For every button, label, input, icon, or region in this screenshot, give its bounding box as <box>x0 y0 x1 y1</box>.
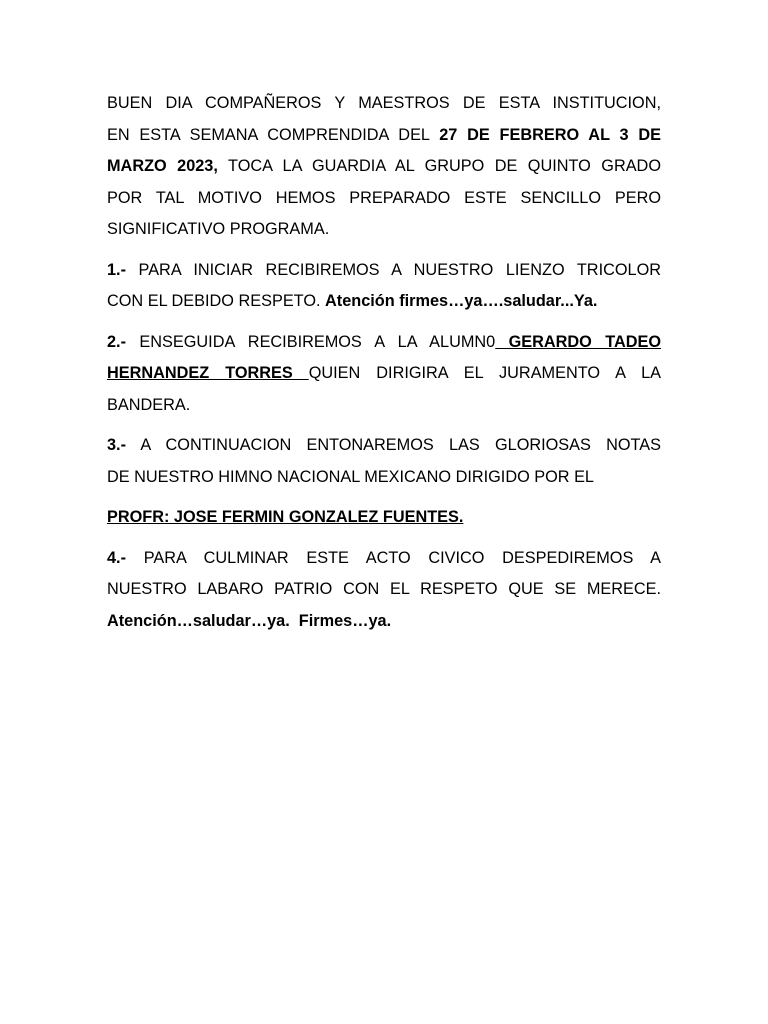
intro-line-4: POR TAL MOTIVO HEMOS PREPARADO ESTE SENCILLO PERO <box>107 188 661 207</box>
item-4-line-1: PARA CULMINAR ESTE ACTO CIVICO DESPEDIREMOS A <box>126 548 661 567</box>
program-item-3 <box>107 430 661 493</box>
date-range-start: 27 DE FEBRERO AL 3 DE <box>439 125 661 144</box>
text-line <box>107 430 661 462</box>
item-3-line-2: DE NUESTRO HIMNO NACIONAL MEXICANO DIRIGIDO POR EL <box>107 467 594 486</box>
director-name: PROFR: JOSE FERMIN GONZALEZ FUENTES. <box>107 508 464 526</box>
program-text <box>107 88 661 646</box>
command-text: Atención…saludar…ya. Firmes…ya. <box>107 611 392 630</box>
text-line <box>107 286 661 318</box>
program-item-2 <box>107 327 661 422</box>
item-number: 1.- <box>107 260 127 279</box>
text-line <box>107 574 661 606</box>
student-name-first: GERARDO TADEO <box>495 332 662 351</box>
intro-line-5: SIGNIFICATIVO PROGRAMA. <box>107 220 330 238</box>
intro-line-1: BUEN DIA COMPAÑEROS Y MAESTROS DE ESTA INSTITUCION, <box>107 94 661 112</box>
intro-line-2: EN ESTA SEMANA COMPRENDIDA DEL <box>107 125 440 144</box>
program-item-1 <box>107 255 661 318</box>
text-line <box>107 502 661 534</box>
item-number: 3.- <box>107 436 127 454</box>
intro-paragraph <box>107 88 661 246</box>
text-line <box>107 462 661 494</box>
intro-line-3: TOCA LA GUARDIA AL GRUPO DE QUINTO GRADO <box>217 157 661 175</box>
item-number: 2.- <box>107 332 127 351</box>
item-2-line-3: BANDERA. <box>107 395 191 414</box>
text-line <box>107 327 661 359</box>
item-number: 4.- <box>107 548 127 567</box>
item-2-line-1: ENSEGUIDA RECIBIREMOS A LA ALUMN0 <box>126 332 496 351</box>
text-line <box>107 390 661 422</box>
item-4-line-2: NUESTRO LABARO PATRIO CON EL RESPETO QUE SE MERECE. <box>107 580 661 598</box>
command-text: Atención firmes…ya….saludar...Ya. <box>325 292 598 310</box>
text-line <box>107 151 661 183</box>
text-line <box>107 358 661 390</box>
text-line <box>107 214 661 246</box>
item-2-line-2: QUIEN DIRIGIRA EL JURAMENTO A LA <box>308 364 661 382</box>
date-range-end: MARZO 2023, <box>107 157 218 175</box>
text-line <box>107 183 661 215</box>
program-item-4 <box>107 543 661 638</box>
director-paragraph <box>107 502 661 534</box>
text-line <box>107 606 661 638</box>
item-3-line-1: A CONTINUACION ENTONAREMOS LAS GLORIOSAS NOTAS <box>126 436 661 454</box>
item-1-line-2: CON EL DEBIDO RESPETO. <box>107 292 326 310</box>
text-line <box>107 255 661 287</box>
item-1-line-1: PARA INICIAR RECIBIREMOS A NUESTRO LIENZO TRICOLOR <box>126 260 661 279</box>
student-name-last: HERNANDEZ TORRES <box>107 364 309 382</box>
text-line <box>107 88 661 120</box>
text-line <box>107 543 661 575</box>
text-line <box>107 120 661 152</box>
